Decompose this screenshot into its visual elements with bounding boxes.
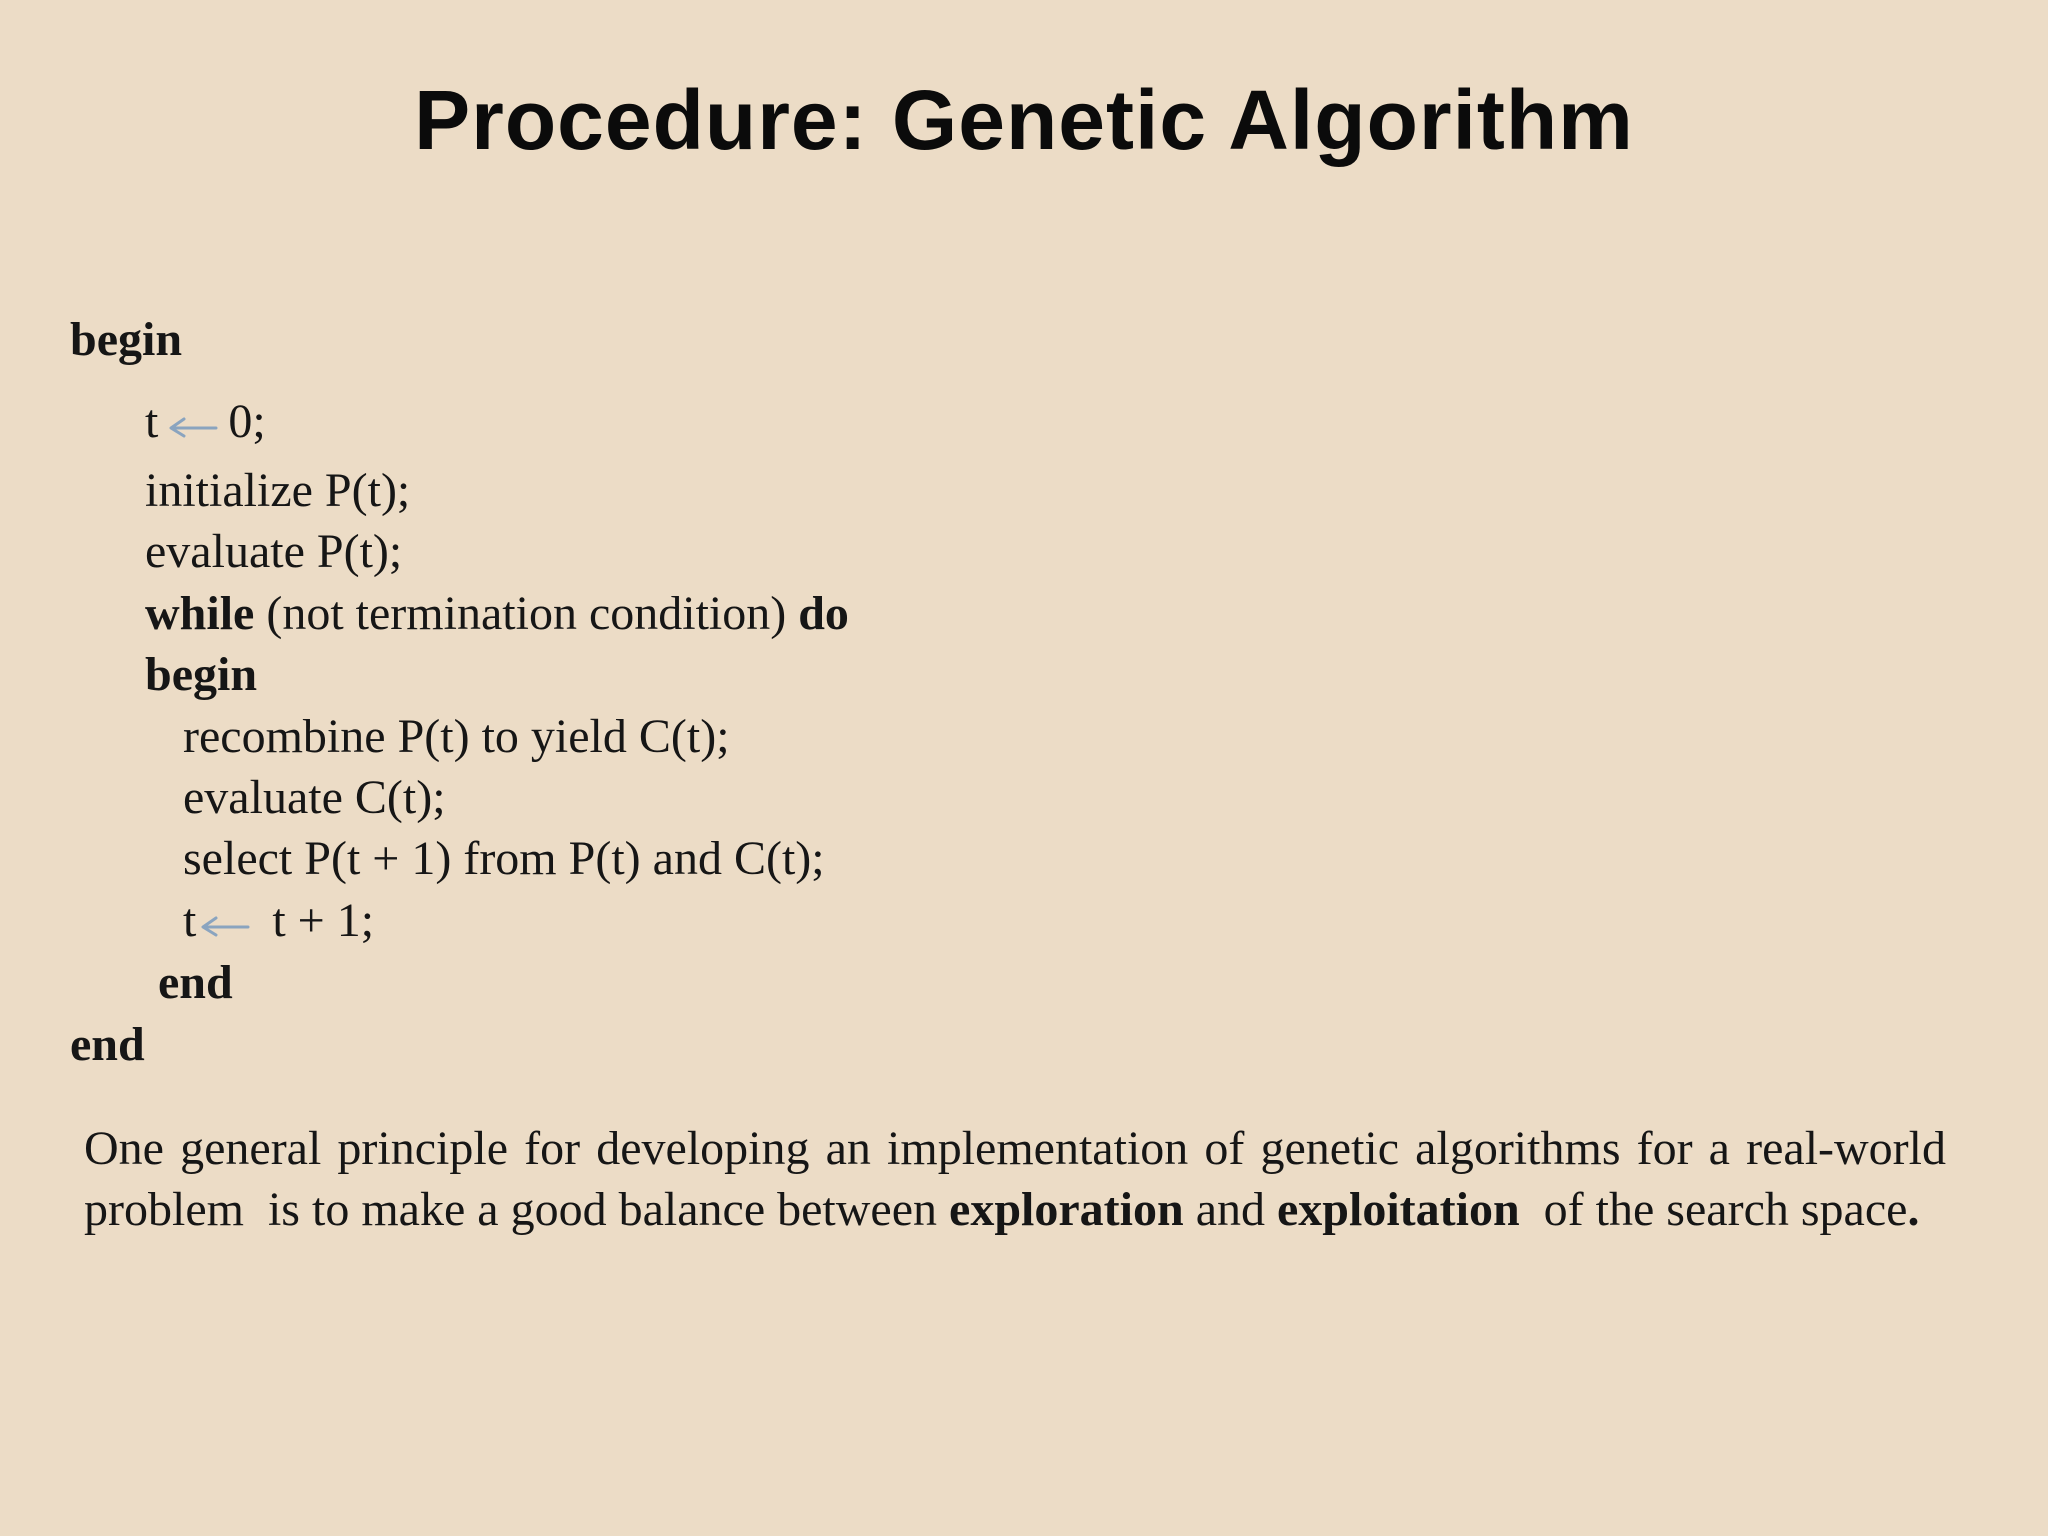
code-line-initialize: initialize P(t);: [145, 464, 411, 517]
code-line-recombine: recombine P(t) to yield C(t);: [183, 710, 730, 763]
code-line-while: [145, 587, 849, 640]
paragraph-period: .: [1907, 1183, 1920, 1236]
keyword-do: do: [798, 587, 849, 640]
paragraph-text-1: One general principle for developing an implementation of genetic algorithms for a real-world problem is to make a good balance between: [84, 1122, 1958, 1236]
term-exploitation: exploitation: [1277, 1183, 1520, 1236]
paragraph-text-3: of the search space: [1519, 1183, 1908, 1236]
code-line-t-init: [145, 395, 266, 448]
code-line-t-increment: [183, 894, 375, 947]
keyword-end-outer: end: [70, 1018, 145, 1071]
keyword-while: while: [145, 587, 255, 640]
left-arrow-icon: [166, 414, 218, 438]
paragraph-text-2: and: [1183, 1183, 1277, 1236]
principle-paragraph: [84, 1118, 1958, 1240]
variable-t: t: [145, 395, 159, 448]
while-condition: (not termination condition): [254, 587, 799, 640]
term-exploration: exploration: [949, 1183, 1184, 1236]
slide-title: Procedure: Genetic Algorithm: [414, 73, 1634, 167]
init-value: 0;: [228, 395, 266, 448]
increment-expression: t + 1;: [272, 894, 375, 947]
variable-t: t: [183, 894, 197, 947]
left-arrow-icon: [198, 913, 250, 937]
keyword-begin-inner: begin: [145, 648, 258, 701]
keyword-end-inner: end: [158, 956, 233, 1009]
code-line-evaluate-c: evaluate C(t);: [183, 771, 446, 824]
keyword-begin-outer: begin: [70, 313, 183, 366]
code-line-select: select P(t + 1) from P(t) and C(t);: [183, 832, 825, 885]
code-line-evaluate-p: evaluate P(t);: [145, 525, 403, 578]
